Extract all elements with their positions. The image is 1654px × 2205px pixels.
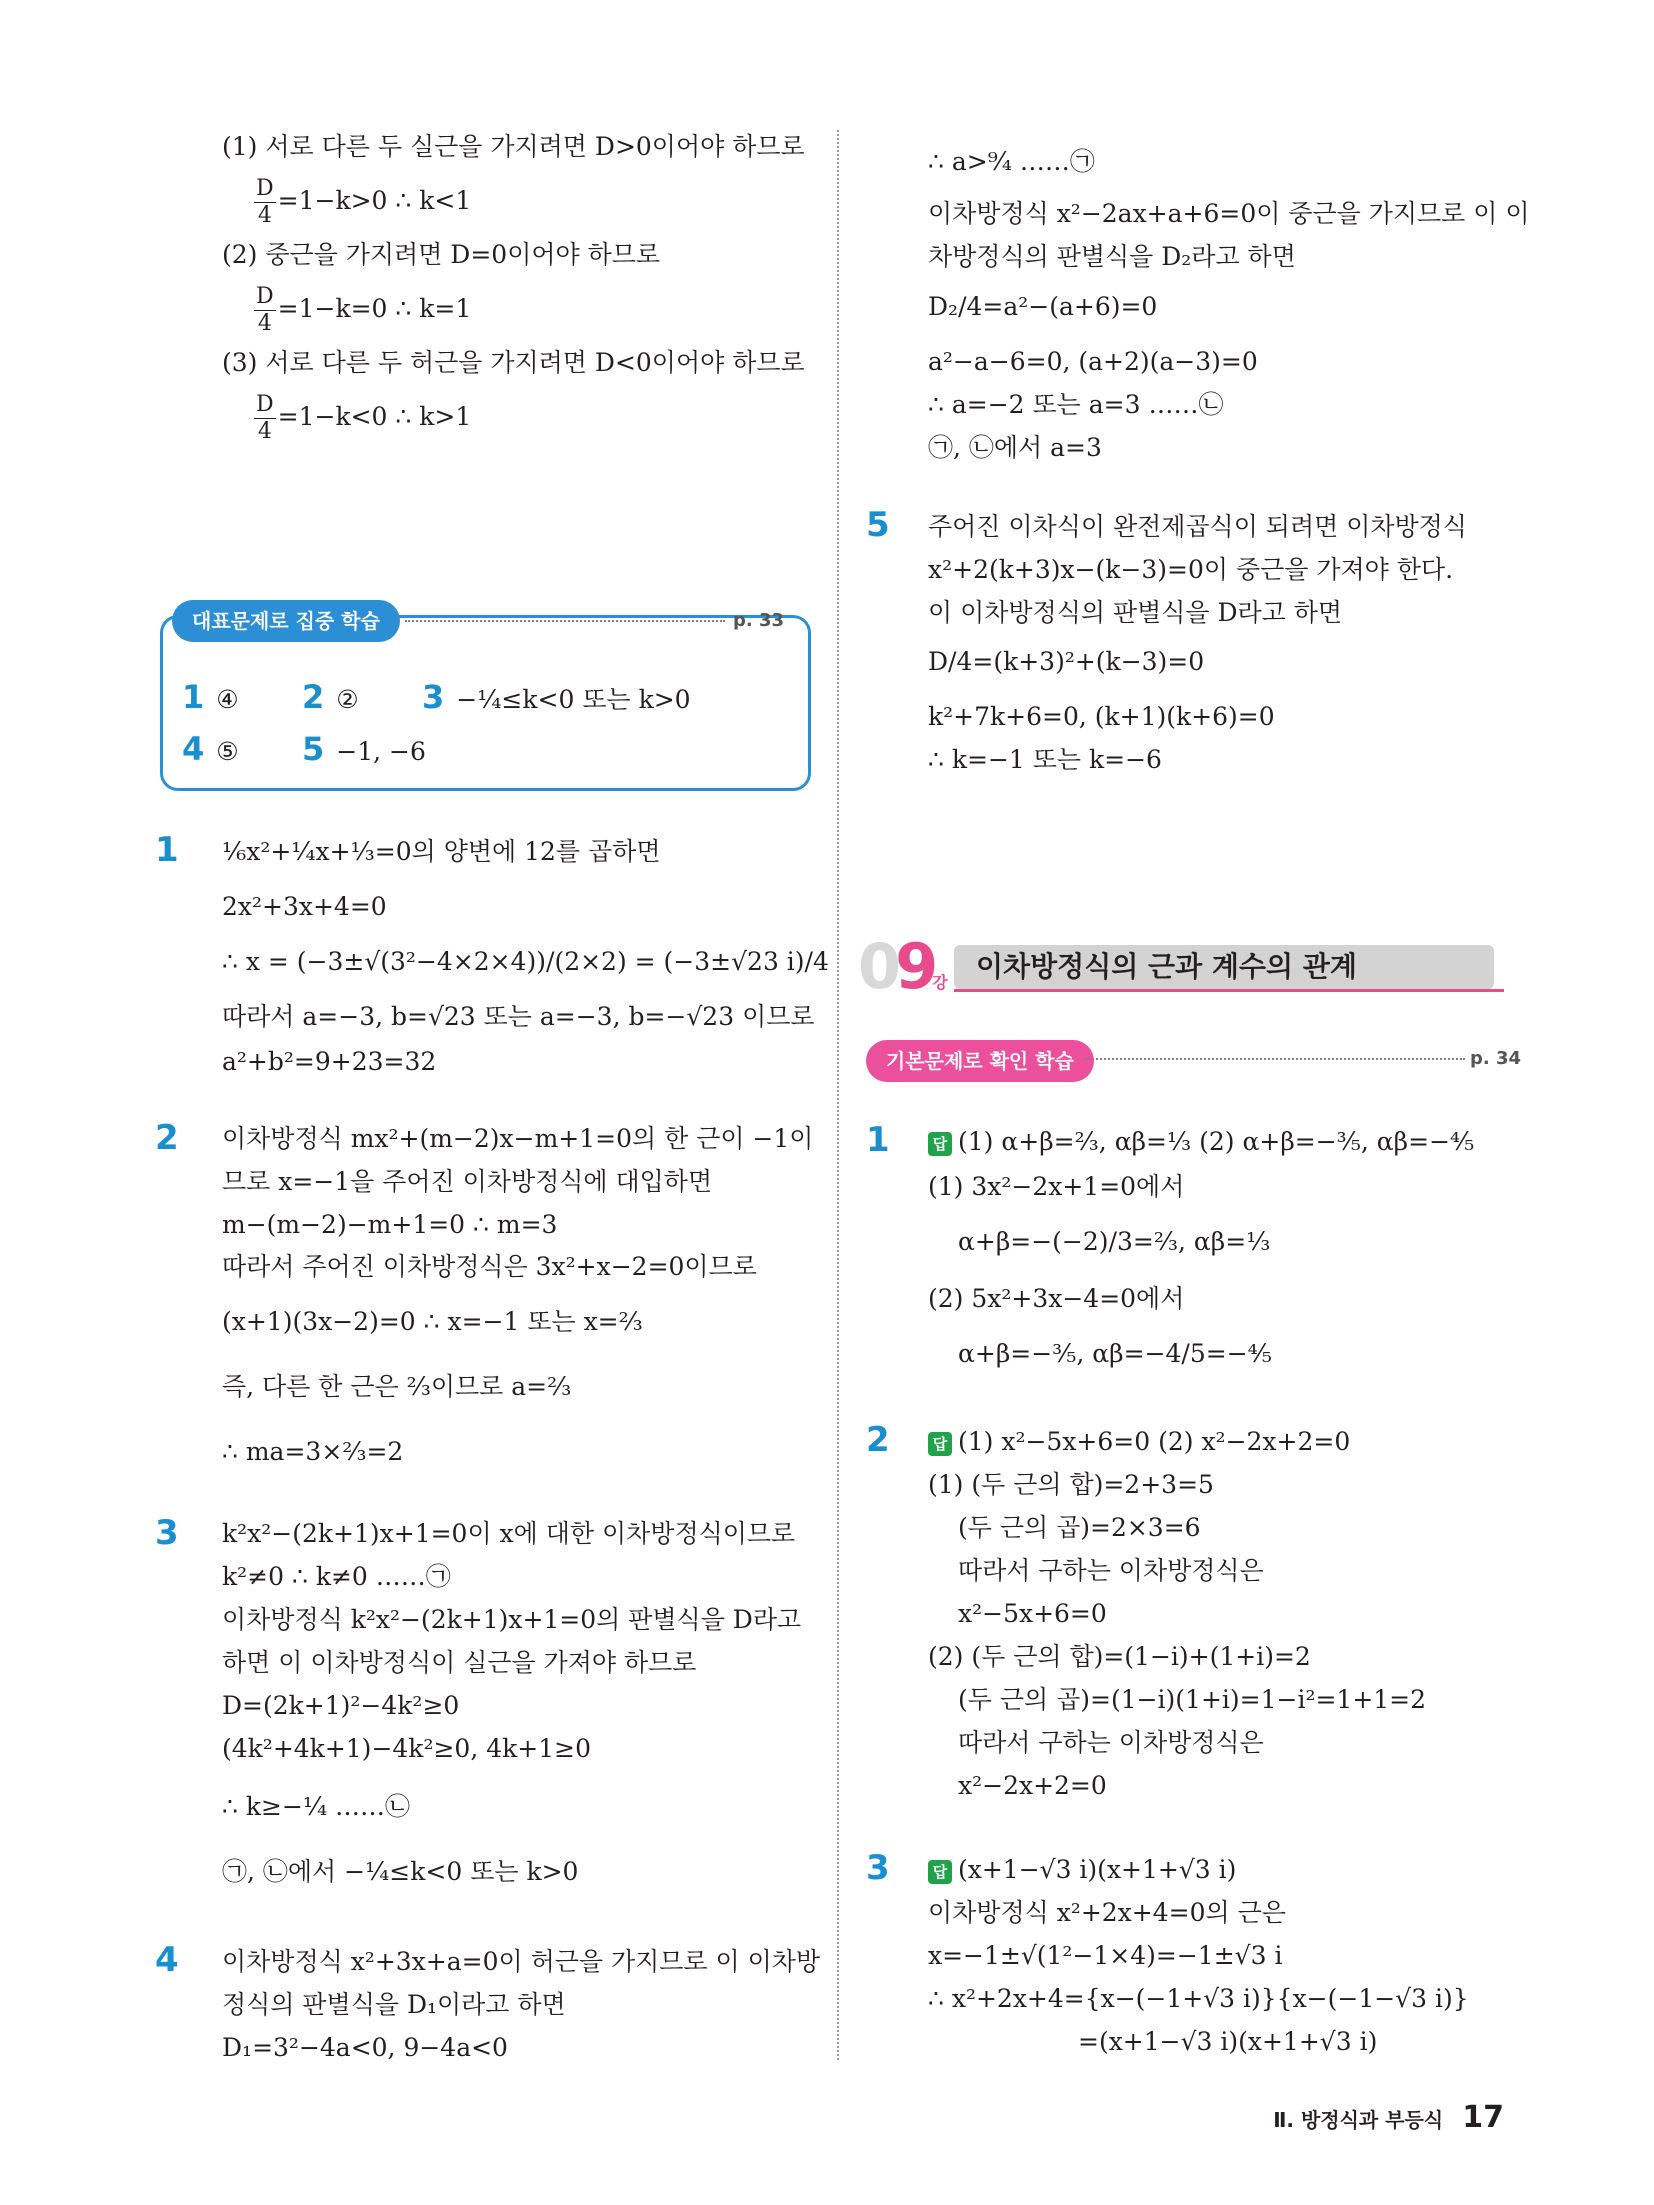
text-line: 차방정식의 판별식을 D₂라고 하면 (928, 242, 1296, 271)
text-line: (두 근의 곱)=(1−i)(1+i)=1−i²=1+1=2 (958, 1685, 1427, 1714)
text-line: x²−5x+6=0 (958, 1599, 1107, 1628)
text-line: D/4=(k+3)²+(k−3)=0 (928, 647, 1205, 676)
summary-answer: 4 ⑤ (182, 730, 239, 768)
text-line: 따라서 a=−3, b=√23 또는 a=−3, b=−√23 이므로 (222, 1002, 815, 1031)
text-line: x=−1±√(1²−1×4)=−1±√3 i (928, 1941, 1283, 1970)
text-line: ㉠, ㉡에서 a=3 (928, 433, 1102, 462)
text-line: α+β=−(−2)/3=²⁄₃, αβ=¹⁄₃ (958, 1227, 1271, 1256)
text-line: $\frac{D}{4}$ =1−k=0 ∴ k=1 (256, 284, 472, 336)
text-line: k²+7k+6=0, (k+1)(k+6)=0 (928, 702, 1275, 731)
section-title: 이차방정식의 근과 계수의 관계 (954, 945, 1494, 989)
footer-title: Ⅱ. 방정식과 부등식 (1273, 2108, 1444, 2132)
summary-answer: 5 −1, −6 (302, 730, 426, 768)
fraction: $\frac{D}{4}$ (256, 392, 274, 444)
text-line: (1) 서로 다른 두 실근을 가지려면 D>0이어야 하므로 (222, 132, 805, 161)
text-line: 주어진 이차식이 완전제곱식이 되려면 이차방정식 (928, 512, 1467, 541)
page-ref: p. 34 (1470, 1048, 1522, 1069)
fraction: $\frac{D}{4}$ (256, 176, 274, 228)
text-line: =(x+1−√3 i)(x+1+√3 i) (1078, 2027, 1378, 2056)
problem-number: 1 (155, 830, 179, 870)
text-line: ¹⁄₆x²+¹⁄₄x+¹⁄₃=0의 양변에 12를 곱하면 (222, 837, 661, 866)
text-line: ∴ k≥−¹⁄₄ ……㉡ (222, 1792, 411, 1821)
practice-tag: 기본문제로 확인 학습 (866, 1040, 1094, 1082)
text-line: (두 근의 곱)=2×3=6 (958, 1513, 1201, 1542)
text-line: ∴ a>⁹⁄₄ ……㉠ (928, 147, 1095, 176)
answer-line: 답 (x+1−√3 i)(x+1+√3 i) (928, 1853, 1236, 1887)
answer-badge: 답 (928, 1860, 952, 1884)
text-line: 므로 x=−1을 주어진 이차방정식에 대입하면 (222, 1167, 713, 1196)
problem-number: 5 (866, 505, 890, 545)
summary-answer: 3 −¹⁄₄≤k<0 또는 k>0 (422, 678, 691, 716)
text-line: (x+1)(3x−2)=0 ∴ x=−1 또는 x=²⁄₃ (222, 1307, 643, 1336)
text-line: 2x²+3x+4=0 (222, 892, 387, 921)
summary-answer: 1 ④ (182, 678, 239, 716)
text-line: a²+b²=9+23=32 (222, 1047, 437, 1076)
text-line: ∴ a=−2 또는 a=3 ……㉡ (928, 390, 1224, 419)
text-line: (2) 중근을 가지려면 D=0이어야 하므로 (222, 240, 661, 269)
text-line: D₁=3²−4a<0, 9−4a<0 (222, 2033, 508, 2062)
text-line: (1) 3x²−2x+1=0에서 (928, 1172, 1185, 1201)
text-line: (2) 5x²+3x−4=0에서 (928, 1284, 1185, 1313)
text-line: 이차방정식 k²x²−(2k+1)x+1=0의 판별식을 D라고 (222, 1605, 802, 1634)
text-line: D=(2k+1)²−4k²≥0 (222, 1691, 460, 1720)
text-line: α+β=−³⁄₅, αβ=−4/5=−⁴⁄₅ (958, 1339, 1272, 1368)
text-line: 따라서 구하는 이차방정식은 (958, 1728, 1264, 1757)
text-line: x²−2x+2=0 (958, 1771, 1107, 1800)
text-line: D₂/4=a²−(a+6)=0 (928, 292, 1158, 321)
text-line: 이차방정식 mx²+(m−2)x−m+1=0의 한 근이 −1이 (222, 1124, 814, 1153)
fraction: $\frac{D}{4}$ (256, 284, 274, 336)
text-line: $\frac{D}{4}$ =1−k>0 ∴ k<1 (256, 176, 472, 228)
section-underline (954, 989, 1504, 992)
text-line: 이 이차방정식의 판별식을 D라고 하면 (928, 598, 1343, 627)
text-line: x²+2(k+3)x−(k−3)=0이 중근을 가져야 한다. (928, 555, 1454, 584)
section-number: 09강 (858, 930, 948, 1003)
problem-number: 2 (155, 1118, 179, 1158)
summary-answer: 2 ② (302, 678, 359, 716)
summary-tag: 대표문제로 집중 학습 (172, 600, 400, 642)
problem-number: 4 (155, 1940, 179, 1980)
section-header (858, 930, 1508, 1003)
page-ref: p. 33 (733, 610, 785, 631)
text-line: 하면 이 이차방정식이 실근을 가져야 하므로 (222, 1648, 697, 1677)
text-line: ∴ x²+2x+4={x−(−1+√3 i)}{x−(−1−√3 i)} (928, 1984, 1469, 2013)
answer-badge: 답 (928, 1132, 952, 1156)
text-line: m−(m−2)−m+1=0 ∴ m=3 (222, 1210, 558, 1239)
text-line: 이차방정식 x²+3x+a=0이 허근을 가지므로 이 이차방 (222, 1947, 821, 1976)
answer-line: 답 (1) x²−5x+6=0 (2) x²−2x+2=0 (928, 1425, 1350, 1459)
text-line: ∴ x = (−3±√(3²−4×2×4))/(2×2) = (−3±√23 i)/4 (222, 947, 829, 976)
text-line: $\frac{D}{4}$ =1−k<0 ∴ k>1 (256, 392, 472, 444)
problem-number: 2 (866, 1420, 890, 1460)
problem-number: 3 (155, 1513, 179, 1553)
page-number: 17 (1462, 2100, 1504, 2135)
text-line: a²−a−6=0, (a+2)(a−3)=0 (928, 347, 1258, 376)
text-line: (1) (두 근의 합)=2+3=5 (928, 1470, 1214, 1499)
text-line: ∴ k=−1 또는 k=−6 (928, 745, 1162, 774)
text-line: 즉, 다른 한 근은 ²⁄₃이므로 a=²⁄₃ (222, 1372, 572, 1401)
text-line: (3) 서로 다른 두 허근을 가지려면 D<0이어야 하므로 (222, 348, 805, 377)
answer-line: 답 (1) α+β=²⁄₃, αβ=¹⁄₃ (2) α+β=−³⁄₅, αβ=−⁴⁄₅ (928, 1125, 1474, 1159)
text-line: 이차방정식 x²−2ax+a+6=0이 중근을 가지므로 이 이 (928, 199, 1530, 228)
dotted-rule (405, 620, 725, 622)
text-line: 따라서 주어진 이차방정식은 3x²+x−2=0이므로 (222, 1252, 757, 1281)
text-line: (2) (두 근의 합)=(1−i)+(1+i)=2 (928, 1642, 1311, 1671)
dotted-rule (1085, 1058, 1465, 1060)
column-divider (837, 130, 839, 2060)
problem-number: 1 (866, 1120, 890, 1160)
problem-number: 3 (866, 1848, 890, 1888)
text-line: ㉠, ㉡에서 −¹⁄₄≤k<0 또는 k>0 (222, 1857, 579, 1886)
answer-badge: 답 (928, 1432, 952, 1456)
text-line: 이차방정식 x²+2x+4=0의 근은 (928, 1898, 1286, 1927)
page-footer (1273, 2100, 1504, 2135)
text-line: 따라서 구하는 이차방정식은 (958, 1556, 1264, 1585)
text-line: k²x²−(2k+1)x+1=0이 x에 대한 이차방정식이므로 (222, 1519, 796, 1548)
text-line: ∴ ma=3×²⁄₃=2 (222, 1437, 404, 1466)
text-line: 정식의 판별식을 D₁이라고 하면 (222, 1990, 566, 2019)
text-line: k²≠0 ∴ k≠0 ……㉠ (222, 1562, 451, 1591)
text-line: (4k²+4k+1)−4k²≥0, 4k+1≥0 (222, 1734, 591, 1763)
